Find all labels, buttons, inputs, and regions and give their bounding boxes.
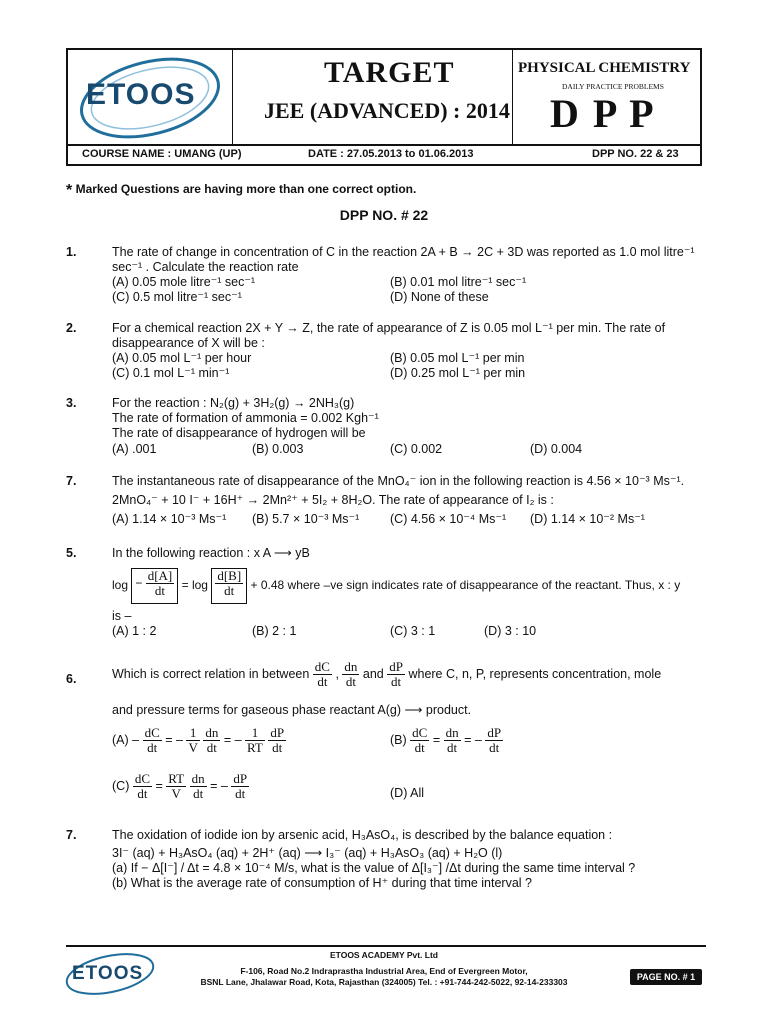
option-c: (C) 0.1 mol L⁻¹ min⁻¹ — [112, 366, 230, 380]
question-6: 6. Which is correct relation in between $\frac{dC}{dt}$ , $\frac{dn}{dt}$ and $\frac{dP}{dt}$ where C, n, P, represents concentration, mole and pressure terms for gaseous phase reactant A(g) ⟶ product. (A) – $\frac{dC}{dt}$ = – $\frac{1}{V}$ $\frac{dn}{dt}$ = – $\frac{1}{RT}$ $\frac{dP}{dt}$ (B) $\frac{dC}{dt}$ = $\frac{dn}{dt}$ = – $\frac{dP}{dt}$ (C) $\frac{dC}{dt}$ = $\frac{RT}{V}$ $\frac{dn}{dt}$ = – $\frac{dP}{dt}$ (D) All — [66, 659, 662, 801]
section-title: DPP NO. # 22 — [339, 207, 429, 223]
option-c: (C) $\frac{dC}{dt}$ = $\frac{RT}{V}$ $\frac{dn}{dt}$ = – $\frac{dP}{dt}$ — [112, 771, 248, 801]
option-b: (B) 0.01 mol litre⁻¹ sec⁻¹ — [390, 275, 527, 289]
logo-text: ETOOS — [86, 78, 196, 111]
option-c: (C) 0.5 mol litre⁻¹ sec⁻¹ — [112, 290, 242, 304]
question-4: 7. The instantaneous rate of disappearance of the MnO₄⁻ ion in the following reaction is 4.56 × 10⁻³ Ms⁻¹. 2MnO₄⁻ + 10 I⁻ + 16H⁺ → 2Mn²⁺ + 5I₂ + 8H₂O. The rate of appearance of I₂ is : (A) 1.14 × 10⁻³ Ms⁻¹ (B) 5.7 × 10⁻³ Ms⁻¹ (C) 4.56 × 10⁻⁴ Ms⁻¹ (D) 1.14 × 10⁻² Ms⁻¹ — [66, 474, 685, 526]
option-d: (D) All — [390, 786, 425, 800]
option-a: (A) 1.14 × 10⁻³ Ms⁻¹ — [112, 512, 227, 526]
dpp-number: DPP NO. 22 & 23 — [592, 148, 679, 160]
option-c: (C) 0.002 — [390, 442, 443, 456]
option-a: (A) .001 — [112, 442, 157, 456]
dpp-full-title: DAILY PRACTICE PROBLEMS — [562, 82, 664, 91]
option-d: (D) 0.004 — [530, 442, 583, 456]
option-b: (B) 2 : 1 — [252, 624, 297, 638]
footer-company: ETOOS ACADEMY Pvt. Ltd — [330, 950, 438, 960]
option-a: (A) 1 : 2 — [112, 624, 157, 638]
subject-title: PHYSICAL CHEMISTRY — [518, 60, 691, 76]
option-b: (B) 5.7 × 10⁻³ Ms⁻¹ — [252, 512, 360, 526]
target-title: TARGET — [324, 56, 455, 89]
option-c: (C) 3 : 1 — [390, 624, 436, 638]
option-d: (D) 1.14 × 10⁻² Ms⁻¹ — [530, 512, 645, 526]
header-box — [66, 48, 702, 146]
date-range: DATE : 27.05.2013 to 01.06.2013 — [308, 148, 474, 160]
option-b: (B) 0.05 mol L⁻¹ per min — [390, 351, 525, 365]
option-d: (D) 0.25 mol L⁻¹ per min — [390, 366, 526, 380]
option-d: (D) 3 : 10 — [484, 624, 537, 638]
note-text: * Marked Questions are having more than one correct option. — [66, 182, 417, 199]
option-b: (B) $\frac{dC}{dt}$ = $\frac{dn}{dt}$ = – $\frac{dP}{dt}$ — [390, 725, 502, 755]
page-number-badge: PAGE NO. # 1 — [630, 969, 702, 985]
course-bar — [66, 146, 702, 166]
footer-logo-text: ETOOS — [72, 963, 144, 984]
footer-address-1: F-106, Road No.2 Indraprastha Industrial Area, End of Evergreen Motor, — [240, 966, 528, 976]
question-1: 1. The rate of change in concentration of C in the reaction 2A + B → 2C + 3D was reported as 1.0 mol litre⁻¹ sec⁻¹ . Calculate the reaction rate (A) 0.05 mole litre⁻¹ sec⁻¹ (B) 0.01 mol litre⁻¹ sec⁻¹ (C) 0.5 mol litre⁻¹ sec⁻¹ (D) None of these — [66, 245, 695, 304]
bracket-b: $\frac{d[B]}{dt}$ — [211, 568, 247, 604]
option-b: (B) 0.003 — [252, 442, 304, 456]
option-a: (A) 0.05 mole litre⁻¹ sec⁻¹ — [112, 275, 256, 289]
course-name: COURSE NAME : UMANG (UP) — [82, 148, 242, 160]
jee-title: JEE (ADVANCED) : 2014 — [264, 98, 510, 123]
option-a: (A) 0.05 mol L⁻¹ per hour — [112, 351, 252, 365]
option-a: (A) – $\frac{dC}{dt}$ = – $\frac{1}{V}$ $\frac{dn}{dt}$ = – $\frac{1}{RT}$ $\frac{dP}{dt}$ — [112, 725, 285, 755]
question-7: 7. The oxidation of iodide ion by arsenic acid, H₃AsO₄, is described by the balance equation : 3I⁻ (aq) + H₃AsO₄ (aq) + 2H⁺ (aq) ⟶ I₃⁻ (aq) + H₃AsO₃ (aq) + H₂O (l) (a) If − Δ[I⁻] / Δt = 4.8 × 10⁻⁴ M/s, what is the value of Δ[I₃⁻] /Δt during the same time interval ? (b) What is the average rate of consumption of H⁺ during that time interval ? — [66, 828, 636, 890]
option-c: (C) 4.56 × 10⁻⁴ Ms⁻¹ — [390, 512, 507, 526]
footer-rule — [66, 945, 706, 947]
option-d: (D) None of these — [390, 290, 489, 304]
question-3: 3. For the reaction : N₂(g) + 3H₂(g) → 2NH₃(g) The rate of formation of ammonia = 0.002 Kgh⁻¹ The rate of disappearance of hydrogen will be (A) .001 (B) 0.003 (C) 0.002 (D) 0.004 — [66, 396, 583, 456]
question-5: 5. In the following reaction : x A ⟶ yB log − $\frac{d[A]}{dt}$ = log $\frac{d[B]}{dt}$ + 0.48 where –ve sign indicates rate of disappearance of the reactant. Thus, x : y is – (A) 1 : 2 (B) 2 : 1 (C) 3 : 1 (D) 3 : 10 — [66, 546, 681, 638]
footer-address-2: BSNL Lane, Jhalawar Road, Kota, Rajasthan (324005) Tel. : +91-744-242-5022, 92-14-233303 — [200, 977, 568, 987]
question-2: 2. For a chemical reaction 2X + Y → Z, the rate of appearance of Z is 0.05 mol L⁻¹ per min. The rate of disappearance of X will be : (A) 0.05 mol L⁻¹ per hour (B) 0.05 mol L⁻¹ per min (C) 0.1 mol L⁻¹ min⁻¹ (D) 0.25 mol L⁻¹ per min — [66, 321, 666, 380]
bracket-a: − $\frac{d[A]}{dt}$ — [131, 568, 178, 604]
dpp-title: D P P — [550, 91, 656, 136]
